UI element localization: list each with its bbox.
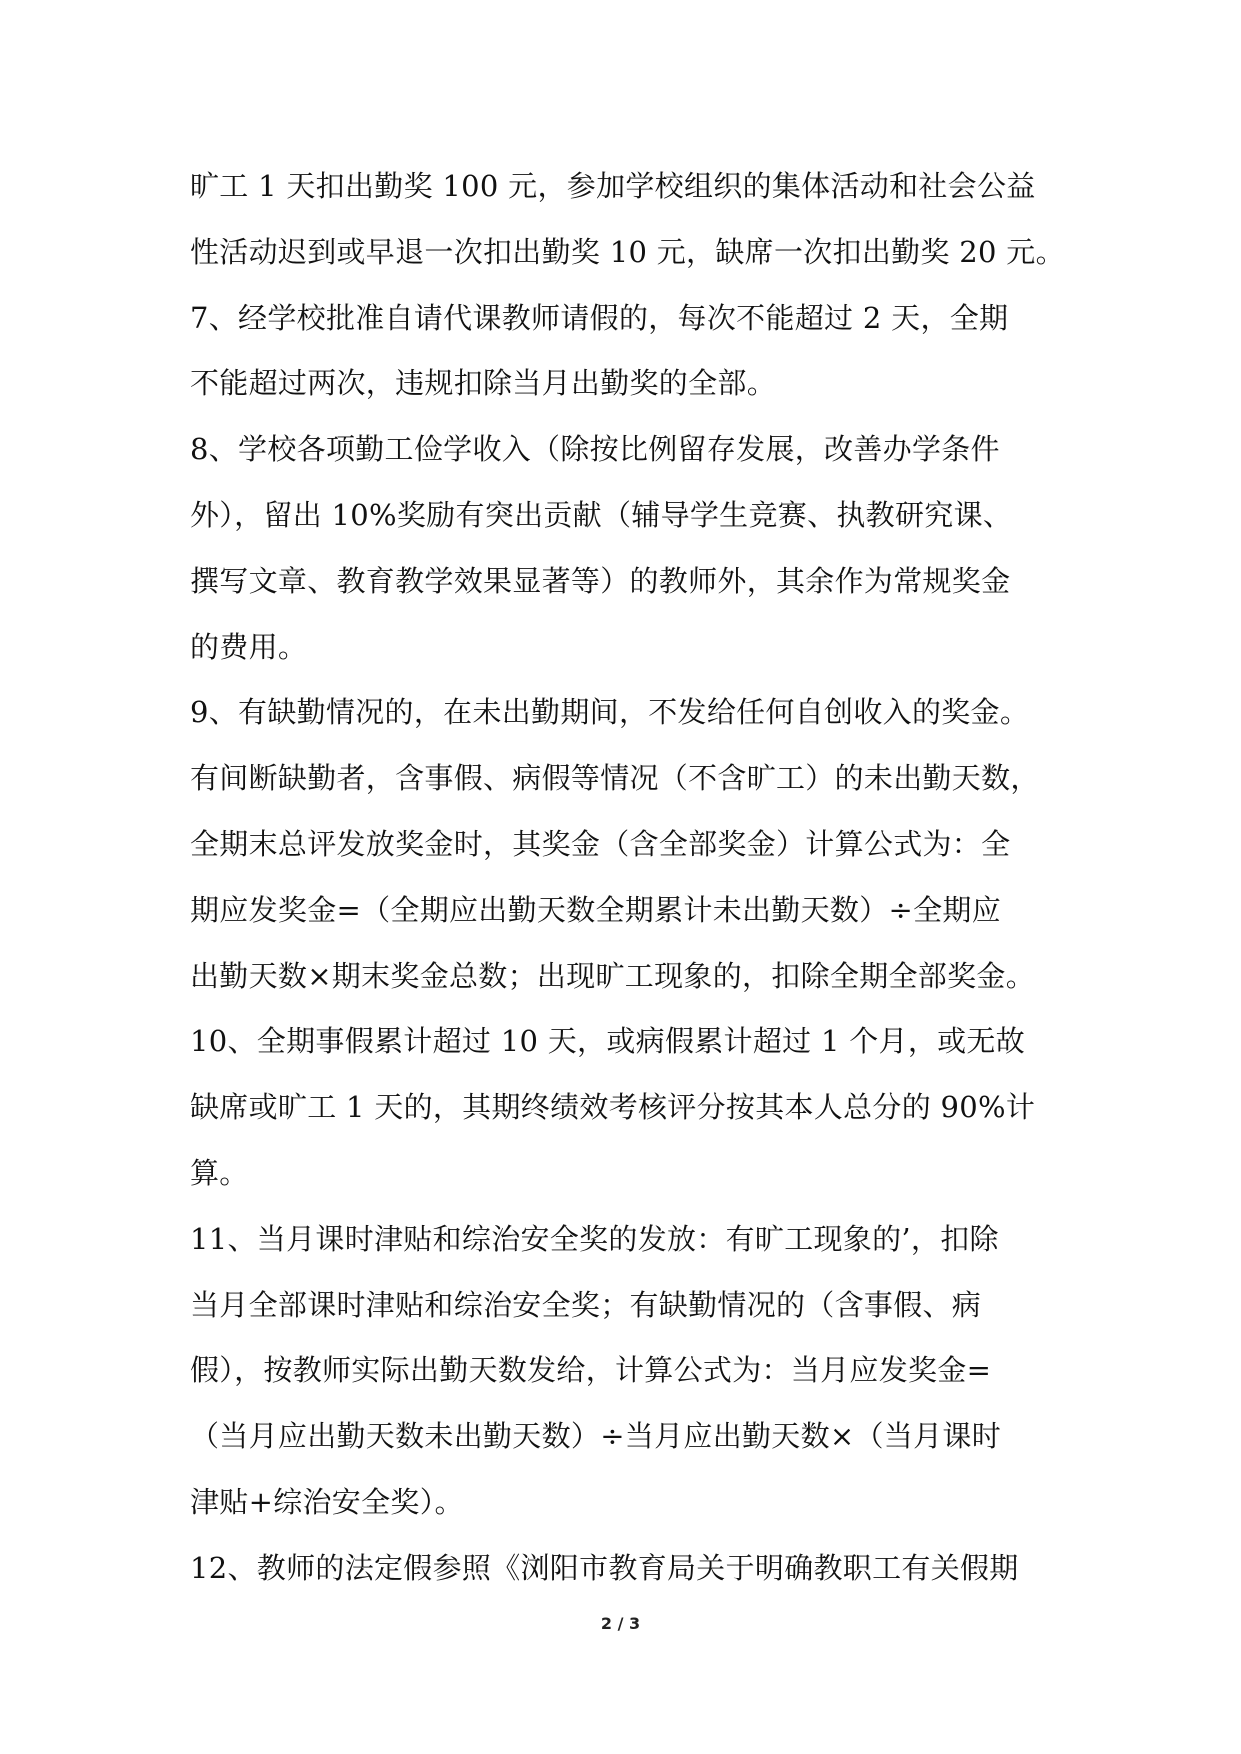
text-line: 8、学校各项勤工俭学收入（除按比例留存发展，改善办学条件	[190, 432, 1000, 467]
text-line: 12、教师的法定假参照《浏阳市教育局关于明确教职工有关假期	[190, 1550, 1019, 1585]
text-line: 有间断缺勤者，含事假、病假等情况（不含旷工）的未出勤天数，	[190, 761, 1040, 796]
text-line: 9、有缺勤情况的，在未出勤期间，不发给任何自创收入的奖金。	[190, 695, 1030, 730]
text-line: 全期末总评发放奖金时，其奖金（含全部奖金）计算公式为：全	[190, 826, 1011, 861]
text-line: 算。	[190, 1155, 249, 1190]
text-line: 假），按教师实际出勤天数发给，计算公式为：当月应发奖金=	[190, 1353, 992, 1388]
text-line: 的费用。	[190, 629, 308, 664]
text-line: 性活动迟到或早退一次扣出勤奖 10 元，缺席一次扣出勤奖 20 元。	[190, 234, 1065, 269]
text-line: 外），留出 10%奖励有突出贡献（辅导学生竞赛、执教研究课、	[190, 497, 1013, 532]
text-line: 缺席或旷工 1 天的，其期终绩效考核评分按其本人总分的 90%计	[190, 1090, 1036, 1125]
text-line: 7、经学校批准自请代课教师请假的，每次不能超过 2 天，全期	[190, 300, 1009, 335]
text-line: 不能超过两次，违规扣除当月出勤奖的全部。	[190, 366, 777, 401]
text-line: （当月应出勤天数未出勤天数）÷当月应出勤天数×（当月课时	[190, 1419, 1001, 1454]
text-line: 当月全部课时津贴和综治安全奖；有缺勤情况的（含事假、病	[190, 1287, 982, 1322]
page-number: 2 / 3	[600, 1614, 641, 1633]
document-body	[190, 154, 1070, 1602]
text-line: 11、当月课时津贴和综治安全奖的发放：有旷工现象的’，扣除	[190, 1221, 999, 1256]
text-line: 撰写文章、教育教学效果显著等）的教师外，其余作为常规奖金	[190, 563, 1011, 598]
text-line: 津贴+综治安全奖）。	[190, 1484, 464, 1519]
text-line: 出勤天数×期末奖金总数；出现旷工现象的，扣除全期全部奖金。	[190, 958, 1035, 993]
text-line: 期应发奖金=（全期应出勤天数全期累计未出勤天数）÷全期应	[190, 892, 1001, 927]
text-line: 10、全期事假累计超过 10 天，或病假累计超过 1 个月，或无故	[190, 1024, 1026, 1059]
text-line: 旷工 1 天扣出勤奖 100 元，参加学校组织的集体活动和社会公益	[190, 169, 1036, 203]
